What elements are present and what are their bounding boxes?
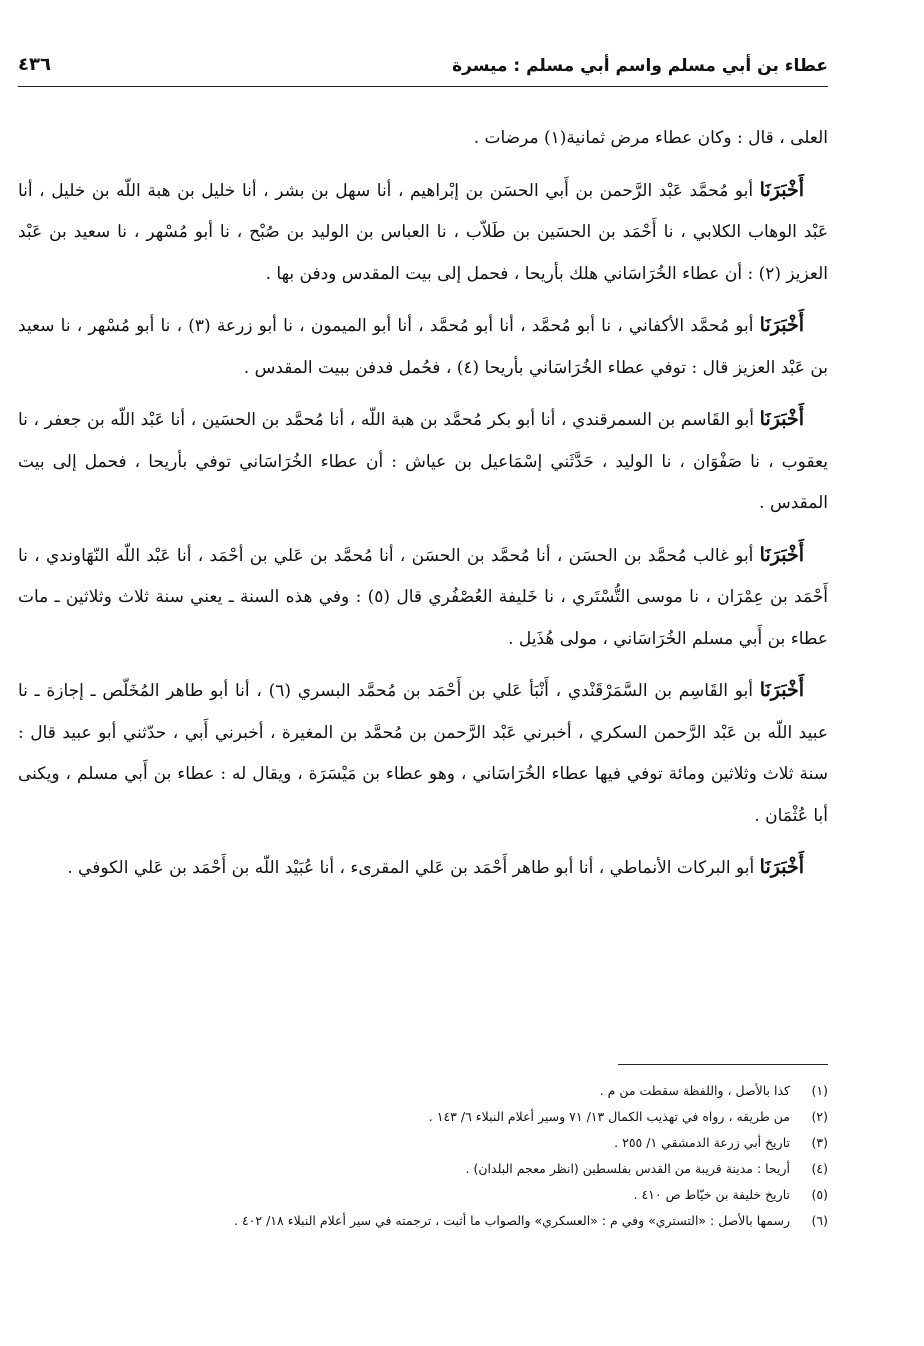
- paragraph-text: العلى ، قال : وكان عطاء مرض ثمانية(١) مرضات .: [473, 128, 828, 148]
- paragraph-text: أبو البركات الأنماطي ، أنا أبو طاهر أَحْمَد بن عَلي المقرىء ، أنا عُبَيْد اللّه بن أَحْمَد بن عَلي الكوفي .: [67, 858, 760, 878]
- akhbarana-keyword: أَخْبَرَنَا: [759, 178, 804, 201]
- footnote-number: (٢): [811, 1109, 828, 1124]
- footnotes: [18, 1078, 828, 1234]
- footnote-text: تاريخ أبي زرعة الدمشقي ١/ ٢٥٥ .: [614, 1135, 790, 1150]
- akhbarana-keyword: أَخْبَرَنَا: [759, 679, 805, 701]
- main-text: [18, 118, 828, 890]
- footnote-number: (٦): [811, 1213, 828, 1228]
- footnote-text: أريحا : مدينة قريبة من القدس بفلسطين (انظر معجم البلدان) .: [465, 1161, 790, 1176]
- akhbarana-keyword: أَخْبَرَنَا: [759, 543, 804, 566]
- paragraph: [18, 535, 828, 661]
- paragraph-text: أبو مُحمَّد عَبْد الرَّحمن بن أَبي الحسَن بن إبْراهيم ، أنا سهل بن بشر ، أنا خليل بن هبة اللّه بن خليل ، أنا عَبْد الوهاب الكلابي ، نا أَحْمَد بن الحسَين بن طَلاّب ، نا العباس بن الوليد بن صُبْح ، نا أبو مُسْهر ، نا سعيد بن عَبْد العزيز (٢) : أن عطاء الخُرَاسَاني هلك بأريحا ، فحمل إلى بيت المقدس ودفن بها .: [18, 180, 828, 284]
- footnote: [18, 1156, 828, 1182]
- paragraph-text: أبو القَاسم بن السمرقندي ، أنا أبو بكر مُحمَّد بن هبة اللّه ، أنا مُحمَّد بن الحسَين ، أنا عَبْد اللّه بن جعفر ، نا يعقوب ، نا صَفْوَان ، نا الوليد ، حَدَّثَني إسْمَاعيل بن عياش : أن عطاء الخُرَاسَاني توفي بأريحا ، فحمل إلى بيت المقدس .: [18, 410, 828, 513]
- page-number: ٤٣٦: [18, 54, 51, 75]
- akhbarana-keyword: أَخْبَرَنَا: [759, 856, 804, 878]
- paragraph-text: أبو القَاسِم بن السَّمَرْقَنْدي ، أَنْبَأ عَلي بن أَحْمَد بن مُحمَّد البسري (٦) ، أنا أبو طاهر المُخَلّص ـ إجازة ـ نا عبيد اللّه بن عَبْد الرَّحمن السكري ، أخبرني عَبْد الرَّحمن بن مُحمَّد بن المغيرة ، أخبرني أَبي ، حدّثني أبو عبيد قال : سنة ثلاث وثلاثين ومائة توفي فيها عطاء الخُرَاسَاني ، وهو عطاء بن مَيْسَرَة ، ويقال له : عطاء بن أَبي مسلم ، ويكنى أبا عُثْمَان .: [18, 681, 828, 826]
- footnote: [18, 1078, 828, 1104]
- footnote-number: (١): [811, 1083, 828, 1098]
- paragraph-text: أبو مُحمَّد الأكفاني ، نا أبو مُحمَّد ، أنا أبو مُحمَّد ، أنا أبو الميمون ، نا أبو زرعة (٣) ، نا أبو مُسْهر ، نا سعيد بن عَبْد العزيز قال : توفي عطاء الخُرَاسَاني بأريحا (٤) ، فحُمل فدفن ببيت المقدس .: [18, 316, 828, 378]
- paragraph: [18, 305, 828, 389]
- footnote: [18, 1208, 828, 1234]
- paragraph-text: أبو غالب مُحمَّد بن الحسَن ، أنا مُحمَّد بن الحسَن ، أنا مُحمَّد بن عَلي بن أحْمَد ، أنا عَبْد اللّه النّهَاوندي ، نا أَحْمَد بن عِمْرَان ، نا موسى التُّسْتَري ، نا خَليفة العُصْفُري قال (٥) : وفي هذه السنة ـ يعني سنة ثلاث وثلاثين ـ مات عطاء بن أَبي مسلم الخُرَاسَاني ، مولى هُذَيل .: [18, 545, 829, 649]
- footnote-text: كذا بالأصل ، واللفظة سقطت من م .: [599, 1083, 790, 1098]
- footnote-text: رسمها بالأصل : «التستري» وفي م : «العسكري» والصواب ما أثبت ، ترجمته في سير أعلام النبلاء ١٨/ ٤٠٢ .: [234, 1213, 790, 1228]
- footnote-number: (٥): [811, 1187, 828, 1202]
- footnote: [18, 1104, 828, 1130]
- running-title: عطاء بن أبي مسلم واسم أبي مسلم : ميسرة: [452, 56, 828, 76]
- paragraph: [18, 170, 828, 296]
- footnote-number: (٤): [811, 1161, 828, 1176]
- paragraph: [18, 118, 828, 160]
- footnote-divider: [618, 1064, 828, 1065]
- footnote-text: تاريخ خليفة بن خيّاط ص ٤١٠ .: [633, 1187, 790, 1202]
- paragraph: [18, 670, 828, 837]
- footnote: [18, 1182, 828, 1208]
- paragraph: [18, 399, 828, 525]
- paragraph: [18, 847, 828, 890]
- footnote: [18, 1130, 828, 1156]
- footnote-number: (٣): [811, 1135, 828, 1150]
- page-header: [18, 50, 828, 87]
- akhbarana-keyword: أَخْبَرَنَا: [759, 314, 804, 336]
- footnote-text: من طريقه ، رواه في تهذيب الكمال ١٣/ ٧١ وسير أعلام النبلاء ٦/ ١٤٣ .: [428, 1109, 790, 1124]
- akhbarana-keyword: أَخْبَرَنَا: [759, 408, 804, 430]
